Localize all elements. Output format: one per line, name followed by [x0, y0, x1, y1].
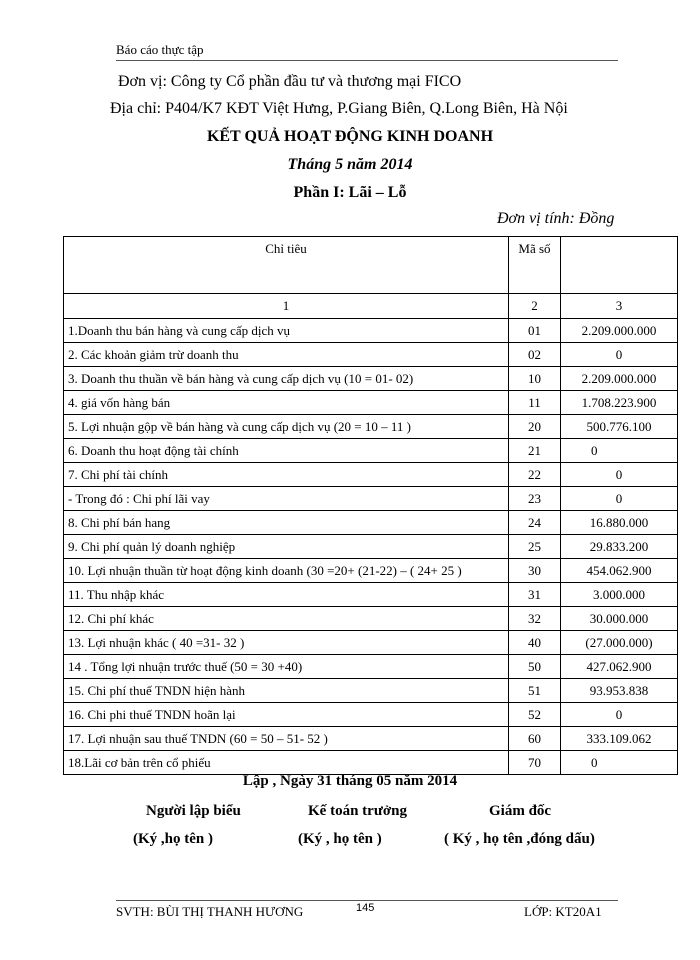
report-title: KẾT QUẢ HOẠT ĐỘNG KINH DOANH	[206, 128, 494, 145]
footer-class: LỚP: KT20A1	[524, 904, 602, 919]
row-item-label: 9. Chi phí quản lý doanh nghiệp	[64, 535, 509, 559]
header-divider	[116, 60, 618, 61]
preparer-title: Người lập biểu	[146, 803, 241, 819]
table-row	[64, 559, 678, 583]
column-header-item: Chỉ tiêu	[64, 237, 509, 294]
row-value: 500.776.100	[561, 415, 678, 439]
table-index-row	[64, 294, 678, 319]
row-item-label: 5. Lợi nhuận gộp về bán hàng và cung cấp dịch vụ (20 = 10 – 11 )	[64, 415, 509, 439]
table-row	[64, 535, 678, 559]
report-part-heading: Phần I: Lãi – Lỗ	[293, 184, 407, 201]
row-value: 29.833.200	[561, 535, 678, 559]
row-code: 51	[509, 679, 561, 703]
table-row	[64, 511, 678, 535]
row-value: 0	[561, 751, 678, 775]
row-value: 2.209.000.000	[561, 319, 678, 343]
row-value: 2.209.000.000	[561, 367, 678, 391]
row-item-label: 2. Các khoản giảm trừ doanh thu	[64, 343, 509, 367]
row-code: 02	[509, 343, 561, 367]
table-row	[64, 655, 678, 679]
chief-accountant-signature-note: (Ký , họ tên )	[298, 831, 382, 847]
row-item-label: 15. Chi phí thuế TNDN hiện hành	[64, 679, 509, 703]
page-number: 145	[356, 902, 375, 914]
chief-accountant-title: Kế toán trưởng	[308, 803, 407, 819]
row-value: 0	[561, 343, 678, 367]
footer-student-name: SVTH: BÙI THỊ THANH HƯƠNG	[116, 904, 304, 919]
table-row	[64, 583, 678, 607]
row-code: 11	[509, 391, 561, 415]
row-code: 50	[509, 655, 561, 679]
table-row	[64, 415, 678, 439]
row-item-label: 8. Chi phí bán hang	[64, 511, 509, 535]
director-signature-note: ( Ký , họ tên ,đóng dấu)	[444, 831, 595, 847]
row-value: 333.109.062	[561, 727, 678, 751]
company-unit-line: Đơn vị: Công ty Cổ phần đầu tư và thương mại FICO	[118, 73, 462, 90]
row-code: 23	[509, 487, 561, 511]
column-header-code: Mã số	[509, 237, 561, 294]
row-value: 0	[561, 463, 678, 487]
row-value: 0	[561, 439, 678, 463]
column-index-1: 1	[64, 294, 509, 319]
table-row	[64, 679, 678, 703]
running-header: Báo cáo thực tập	[116, 42, 204, 57]
row-value: 0	[561, 487, 678, 511]
row-code: 22	[509, 463, 561, 487]
table-row	[64, 391, 678, 415]
row-value: 1.708.223.900	[561, 391, 678, 415]
row-code: 70	[509, 751, 561, 775]
row-value: 16.880.000	[561, 511, 678, 535]
row-item-label: 7. Chi phí tài chính	[64, 463, 509, 487]
row-code: 30	[509, 559, 561, 583]
row-item-label: 18.Lãi cơ bản trên cổ phiếu	[64, 751, 509, 775]
table-row	[64, 703, 678, 727]
table-row	[64, 727, 678, 751]
row-item-label: 4. giá vốn hàng bán	[64, 391, 509, 415]
row-item-label: 12. Chi phí khác	[64, 607, 509, 631]
footer-divider	[116, 900, 618, 901]
row-code: 01	[509, 319, 561, 343]
row-value: 0	[561, 703, 678, 727]
column-index-3: 3	[561, 294, 678, 319]
preparer-signature-note: (Ký ,họ tên )	[133, 831, 213, 847]
report-date-line: Lập , Ngày 31 tháng 05 năm 2014	[242, 773, 458, 789]
currency-unit-note: Đơn vị tính: Đồng	[497, 210, 615, 227]
table-row	[64, 631, 678, 655]
row-value: 454.062.900	[561, 559, 678, 583]
row-item-label: 6. Doanh thu hoạt động tài chính	[64, 439, 509, 463]
table-row	[64, 607, 678, 631]
table-row	[64, 439, 678, 463]
row-code: 60	[509, 727, 561, 751]
row-code: 32	[509, 607, 561, 631]
row-item-label: 14 . Tổng lợi nhuận trước thuế (50 = 30 +40)	[64, 655, 509, 679]
column-index-2: 2	[509, 294, 561, 319]
row-code: 21	[509, 439, 561, 463]
table-row	[64, 343, 678, 367]
row-code: 10	[509, 367, 561, 391]
table-row	[64, 319, 678, 343]
row-code: 40	[509, 631, 561, 655]
row-value: 427.062.900	[561, 655, 678, 679]
row-item-label: 13. Lợi nhuận khác ( 40 =31- 32 )	[64, 631, 509, 655]
table-header-row	[64, 237, 678, 294]
director-title: Giám đốc	[489, 803, 552, 819]
row-item-label: 11. Thu nhập khác	[64, 583, 509, 607]
column-header-value	[561, 237, 678, 294]
row-value: (27.000.000)	[561, 631, 678, 655]
row-item-label: - Trong đó : Chi phí lãi vay	[64, 487, 509, 511]
income-statement-table	[63, 236, 678, 775]
row-value: 30.000.000	[561, 607, 678, 631]
row-code: 25	[509, 535, 561, 559]
table-row	[64, 751, 678, 775]
row-code: 24	[509, 511, 561, 535]
report-period: Tháng 5 năm 2014	[287, 156, 413, 173]
company-address-line: Địa chỉ: P404/K7 KĐT Việt Hưng, P.Giang Biên, Q.Long Biên, Hà Nội	[110, 100, 568, 117]
table-row	[64, 487, 678, 511]
row-code: 31	[509, 583, 561, 607]
row-code: 20	[509, 415, 561, 439]
row-item-label: 16. Chi phi thuế TNDN hoãn lại	[64, 703, 509, 727]
row-value: 3.000.000	[561, 583, 678, 607]
row-code: 52	[509, 703, 561, 727]
row-item-label: 3. Doanh thu thuần về bán hàng và cung cấp dịch vụ (10 = 01- 02)	[64, 367, 509, 391]
table-row	[64, 463, 678, 487]
row-item-label: 17. Lợi nhuận sau thuế TNDN (60 = 50 – 51- 52 )	[64, 727, 509, 751]
row-value: 93.953.838	[561, 679, 678, 703]
table-row	[64, 367, 678, 391]
row-item-label: 1.Doanh thu bán hàng và cung cấp dịch vụ	[64, 319, 509, 343]
row-item-label: 10. Lợi nhuận thuần từ hoạt động kinh doanh (30 =20+ (21-22) – ( 24+ 25 )	[64, 559, 509, 583]
